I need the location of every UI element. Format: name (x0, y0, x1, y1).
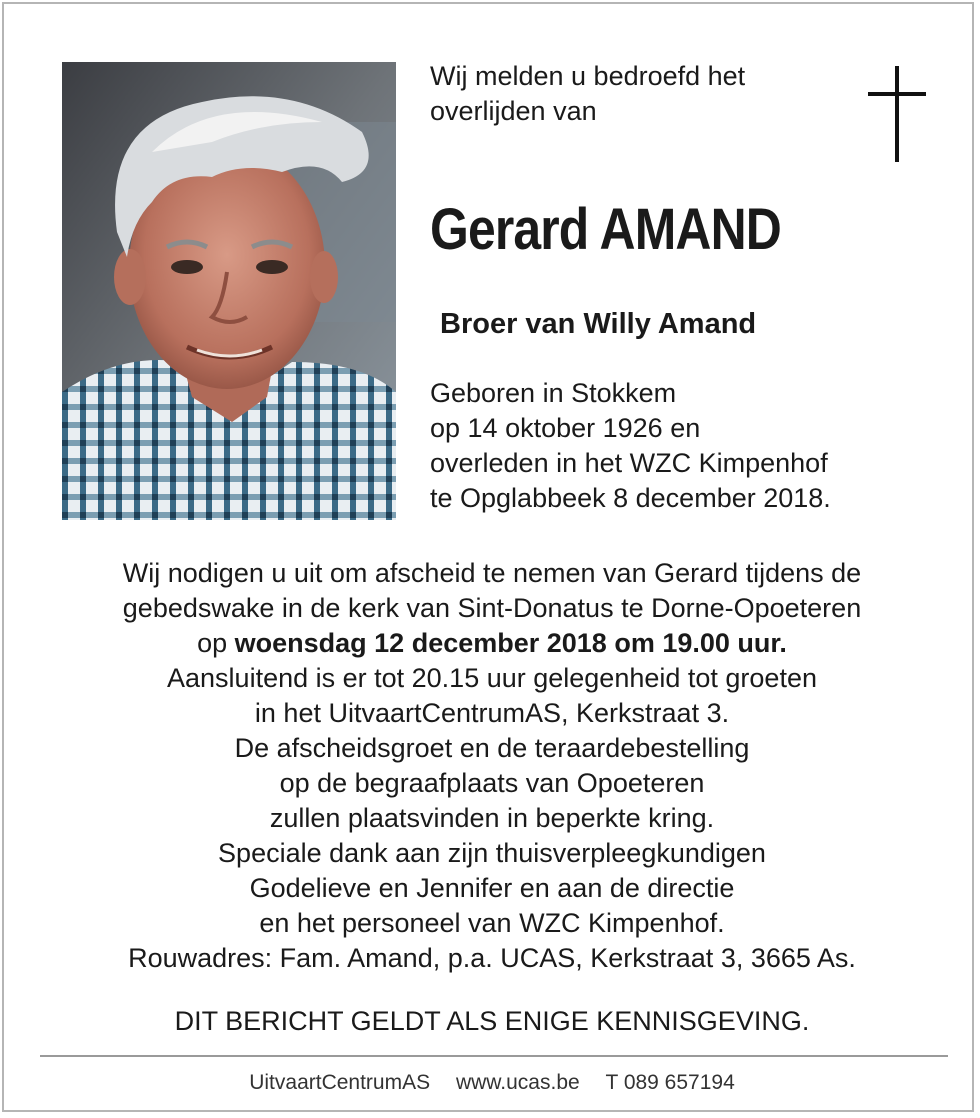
invitation-line: Speciale dank aan zijn thuisverpleegkundigen (218, 838, 766, 868)
invitation-date-line (4, 626, 980, 661)
deceased-name: Gerard AMAND (430, 197, 781, 262)
birth-line: op 14 oktober 1926 en (430, 413, 701, 443)
invitation-line: zullen plaatsvinden in beperkte kring. (269, 803, 715, 833)
mourning-address: Rouwadres: Fam. Amand, p.a. UCAS, Kerkstraat 3, 3665 As. (128, 943, 856, 973)
intro-line: Wij melden u bedroefd het (430, 61, 746, 91)
intro-text (430, 59, 830, 129)
invitation-line: Godelieve en Jennifer en aan de directie (249, 873, 735, 903)
invitation-line: De afscheidsgroet en de teraardebestelling (234, 733, 750, 763)
footer-company: UitvaartCentrumAS (249, 1071, 431, 1094)
notice-text: DIT BERICHT GELDT ALS ENIGE KENNISGEVING. (174, 1006, 810, 1036)
birth-details (430, 376, 831, 516)
birth-line: te Opglabbeek 8 december 2018. (430, 483, 831, 513)
date-time-emphasis: woensdag 12 december 2018 om 19.00 uur. (234, 628, 787, 658)
birth-line: Geboren in Stokkem (430, 378, 677, 408)
footer-website[interactable]: www.ucas.be (455, 1071, 580, 1094)
intro-line: overlijden van (430, 96, 597, 126)
footer-divider (40, 1055, 948, 1057)
portrait-photo (62, 62, 396, 520)
invitation-text (4, 556, 980, 976)
footer-phone[interactable]: T 089 657194 (605, 1071, 735, 1094)
footer (4, 1069, 980, 1097)
relation-text: Broer van Willy Amand (440, 308, 757, 340)
cross-icon (868, 66, 926, 162)
invitation-line: op de begraafplaats van Opoeteren (279, 768, 705, 798)
date-prefix: op (197, 628, 235, 658)
birth-line: overleden in het WZC Kimpenhof (430, 448, 828, 478)
invitation-line: gebedswake in de kerk van Sint-Donatus te Dorne-Opoeteren (122, 593, 862, 623)
invitation-line: Wij nodigen u uit om afscheid te nemen van Gerard tijdens de (122, 558, 862, 588)
invitation-line: Aansluitend is er tot 20.15 uur gelegenheid tot groeten (167, 663, 817, 693)
death-notice-card (2, 2, 974, 1112)
invitation-line: in het UitvaartCentrumAS, Kerkstraat 3. (254, 698, 730, 728)
invitation-line: en het personeel van WZC Kimpenhof. (259, 908, 725, 938)
